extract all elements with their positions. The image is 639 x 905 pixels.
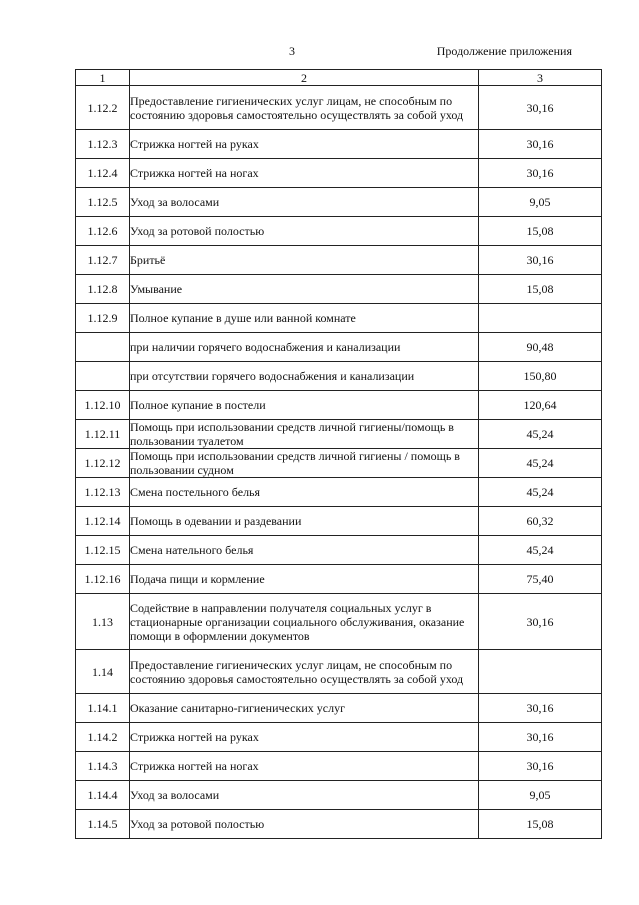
price-cell: 30,16 — [479, 694, 602, 723]
name-cell: Уход за ротовой полостью — [130, 217, 479, 246]
price-cell: 45,24 — [479, 449, 602, 478]
code-cell: 1.12.5 — [76, 188, 130, 217]
services-table — [75, 69, 602, 839]
price-cell: 30,16 — [479, 159, 602, 188]
table-row — [76, 275, 602, 304]
price-cell: 30,16 — [479, 130, 602, 159]
table-row — [76, 362, 602, 391]
name-cell: Предоставление гигиенических услуг лицам, не способным по состоянию здоровья самостоятельно осуществлять за собой уход — [130, 86, 479, 130]
table-row — [76, 246, 602, 275]
code-cell: 1.12.3 — [76, 130, 130, 159]
price-cell: 15,08 — [479, 810, 602, 839]
table-row — [76, 478, 602, 507]
table-row — [76, 723, 602, 752]
code-cell: 1.12.7 — [76, 246, 130, 275]
name-cell: Полное купание в душе или ванной комнате — [130, 304, 479, 333]
table-row — [76, 810, 602, 839]
price-cell: 30,16 — [479, 723, 602, 752]
table-row — [76, 130, 602, 159]
table-row — [76, 650, 602, 694]
code-cell: 1.14.3 — [76, 752, 130, 781]
name-cell: Стрижка ногтей на руках — [130, 130, 479, 159]
price-cell: 60,32 — [479, 507, 602, 536]
name-cell: Уход за ротовой полостью — [130, 810, 479, 839]
name-cell: Содействие в направлении получателя социальных услуг в стационарные организации социального обслуживания, оказание помощи в оформлении документов — [130, 594, 479, 650]
price-cell: 45,24 — [479, 420, 602, 449]
name-cell: Подача пищи и кормление — [130, 565, 479, 594]
table-row — [76, 536, 602, 565]
code-cell: 1.12.14 — [76, 507, 130, 536]
code-cell: 1.12.4 — [76, 159, 130, 188]
name-cell: при наличии горячего водоснабжения и канализации — [130, 333, 479, 362]
price-cell — [479, 304, 602, 333]
price-cell: 15,08 — [479, 217, 602, 246]
table-row — [76, 217, 602, 246]
price-cell: 30,16 — [479, 752, 602, 781]
code-cell: 1.13 — [76, 594, 130, 650]
code-cell: 1.12.15 — [76, 536, 130, 565]
code-cell — [76, 333, 130, 362]
page-number: 3 — [289, 44, 295, 58]
table-row — [76, 304, 602, 333]
code-cell: 1.12.2 — [76, 86, 130, 130]
code-cell: 1.12.10 — [76, 391, 130, 420]
table-row — [76, 565, 602, 594]
price-cell: 90,48 — [479, 333, 602, 362]
name-cell: при отсутствии горячего водоснабжения и канализации — [130, 362, 479, 391]
table-row — [76, 333, 602, 362]
code-cell: 1.12.11 — [76, 420, 130, 449]
code-cell: 1.14.1 — [76, 694, 130, 723]
name-cell: Предоставление гигиенических услуг лицам, не способным по состоянию здоровья самостоятельно осуществлять за собой уход — [130, 650, 479, 694]
code-cell: 1.12.12 — [76, 449, 130, 478]
code-cell: 1.12.6 — [76, 217, 130, 246]
code-cell: 1.12.9 — [76, 304, 130, 333]
price-cell: 120,64 — [479, 391, 602, 420]
name-cell: Смена постельного белья — [130, 478, 479, 507]
table-row — [76, 449, 602, 478]
table-row — [76, 507, 602, 536]
table-row — [76, 188, 602, 217]
column-header-code: 1 — [76, 70, 130, 86]
name-cell: Помощь при использовании средств личной гигиены/помощь в пользовании туалетом — [130, 420, 479, 449]
name-cell: Стрижка ногтей на руках — [130, 723, 479, 752]
name-cell: Оказание санитарно-гигиенических услуг — [130, 694, 479, 723]
continuation-label: Продолжение приложения — [436, 44, 572, 58]
price-cell: 9,05 — [479, 188, 602, 217]
code-cell: 1.12.8 — [76, 275, 130, 304]
table-header-row — [76, 70, 602, 86]
price-cell: 45,24 — [479, 536, 602, 565]
name-cell: Умывание — [130, 275, 479, 304]
table-row — [76, 694, 602, 723]
name-cell: Помощь при использовании средств личной гигиены / помощь в пользовании судном — [130, 449, 479, 478]
table-row — [76, 420, 602, 449]
name-cell: Уход за волосами — [130, 188, 479, 217]
table-row — [76, 391, 602, 420]
column-header-name: 2 — [130, 70, 479, 86]
price-cell: 30,16 — [479, 246, 602, 275]
name-cell: Стрижка ногтей на ногах — [130, 159, 479, 188]
table-row — [76, 86, 602, 130]
code-cell: 1.14.5 — [76, 810, 130, 839]
price-cell — [479, 650, 602, 694]
code-cell: 1.12.16 — [76, 565, 130, 594]
price-cell: 15,08 — [479, 275, 602, 304]
name-cell: Уход за волосами — [130, 781, 479, 810]
name-cell: Помощь в одевании и раздевании — [130, 507, 479, 536]
price-cell: 9,05 — [479, 781, 602, 810]
price-cell: 150,80 — [479, 362, 602, 391]
code-cell: 1.14.2 — [76, 723, 130, 752]
table-row — [76, 594, 602, 650]
code-cell — [76, 362, 130, 391]
name-cell: Полное купание в постели — [130, 391, 479, 420]
code-cell: 1.14.4 — [76, 781, 130, 810]
name-cell: Смена нательного белья — [130, 536, 479, 565]
price-cell: 45,24 — [479, 478, 602, 507]
price-cell: 75,40 — [479, 565, 602, 594]
code-cell: 1.14 — [76, 650, 130, 694]
column-header-price: 3 — [479, 70, 602, 86]
price-cell: 30,16 — [479, 594, 602, 650]
table-body — [76, 86, 602, 839]
table-row — [76, 752, 602, 781]
name-cell: Бритьё — [130, 246, 479, 275]
code-cell: 1.12.13 — [76, 478, 130, 507]
name-cell: Стрижка ногтей на ногах — [130, 752, 479, 781]
table-row — [76, 781, 602, 810]
table-row — [76, 159, 602, 188]
price-cell: 30,16 — [479, 86, 602, 130]
